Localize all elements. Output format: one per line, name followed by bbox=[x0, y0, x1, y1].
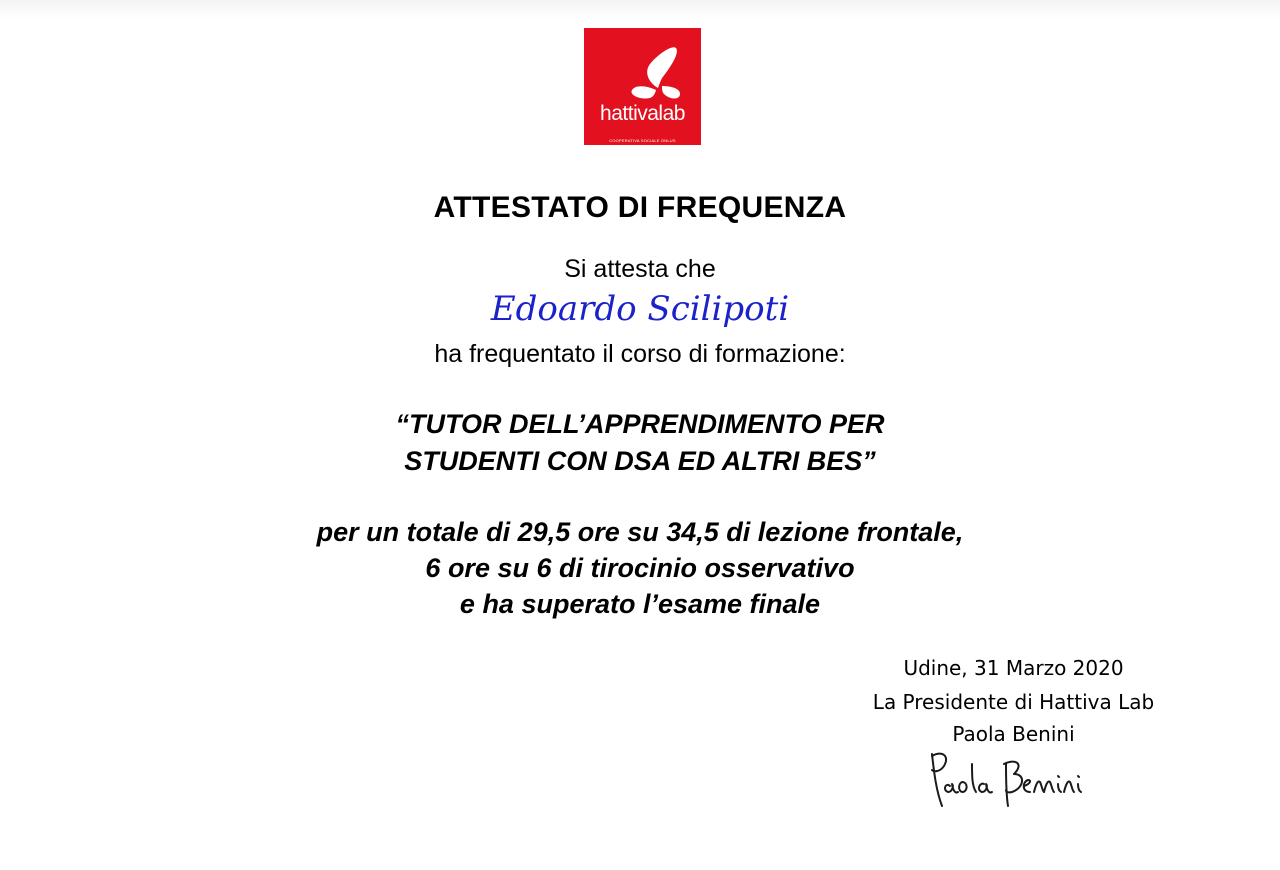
certificate-title: ATTESTATO DI FREQUENZA bbox=[433, 191, 847, 224]
logo-subtitle: COOPERATIVA SOCIALE ONLUS bbox=[609, 138, 676, 143]
page-top-shade bbox=[0, 0, 1280, 20]
place-date: Udine, 31 Marzo 2020 bbox=[903, 656, 1124, 680]
butterfly-icon bbox=[584, 28, 701, 145]
course-title-line: “TUTOR DELL’APPRENDIMENTO PER bbox=[395, 409, 885, 439]
signer-role: La Presidente di Hattiva Lab bbox=[872, 690, 1155, 714]
intro-text: Si attesta che bbox=[564, 255, 716, 283]
logo-wordmark: hattivalab bbox=[600, 102, 685, 125]
handwritten-signature bbox=[920, 742, 1100, 818]
course-title-line: STUDENTI CON DSA ED ALTRI BES” bbox=[404, 446, 876, 476]
hattivalab-logo bbox=[584, 28, 701, 145]
course-details-line: 6 ore su 6 di tirocinio osservativo bbox=[425, 553, 855, 583]
course-details-line: e ha superato l’esame finale bbox=[459, 589, 821, 619]
course-intro-text: ha frequentato il corso di formazione: bbox=[434, 340, 846, 368]
signer-name: Paola Benini bbox=[952, 722, 1075, 746]
recipient-name: Edoardo Scilipoti bbox=[490, 289, 790, 329]
course-details-line: per un totale di 29,5 ore su 34,5 di lezione frontale, bbox=[316, 517, 964, 547]
